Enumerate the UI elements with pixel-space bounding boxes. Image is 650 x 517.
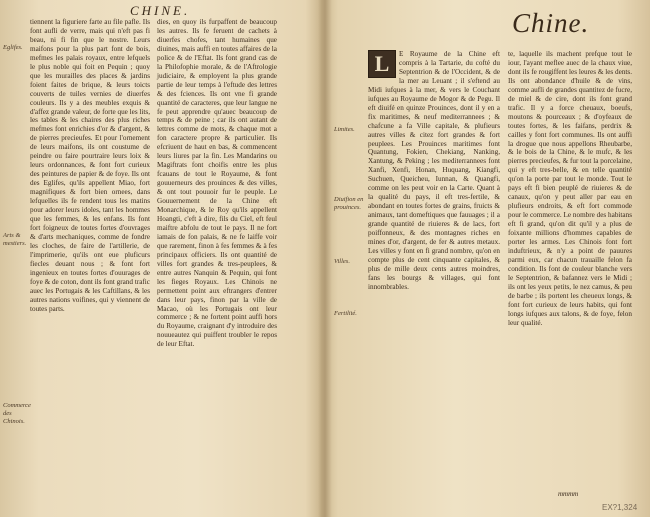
right-column-1 (368, 50, 500, 292)
left-page (0, 0, 322, 517)
right-column-2 (508, 50, 632, 328)
right-margin-note-2: Diuifion en prouinces. (334, 196, 364, 211)
right-margin-note-3: Villes. (334, 258, 350, 265)
right-column-1-text: E Royaume de la Chine eft compris à la Tartarie, du cofté du Septentrion & de l'Occident, & de la mer au Leuant ; il s'eftend au Midi iufques à la mer, & vers le Couchant iufques au Royaume de Mogor & de Pegu. Il eft diuifé en quinze Prouinces, dont il y en a fix maritimes, & neuf mediterrannees ; & chafcune a fa Ville capitale, & plufieurs autres villes & citez fort grandes & fort peuplees. Les Prouinces maritimes font Quantung, Fokien, Chekiang, Nanking, Xantung, & Peking ; les mediterrannees font Xanfi, Xenfi, Honan, Huquang, Kiangfi, Suchuen, Queicheu, Iunnan, & Quangfi, comme on les peut voir en la Carte. Quant à la qualité du pays, il eft tres-fertile, & abondant en toutes fortes de grains, fruicts & animaux, tant domeftiques que fauuages ; il a grande quantité de riuieres & de lacs, fort poiffonneux, & des montagnes riches en mines d'or, d'argent, de fer & autres metaux. Les villes y font en fi grand nombre, qu'on en compte plus de cent cinquante capitales, & plus de mille deux cents autres moindres, fans les bourgs & villages, qui font innombrables. (368, 50, 500, 291)
right-margin-note-1: Limites. (334, 126, 355, 133)
right-column-2-text: te, laquelle ils machent prefque tout le iour, l'ayant meflee auec de la chaux viue, dont ils fe rougiffent les leures & les dents. Ils ont abondance d'huile & de vins, comme aufli de grandes quantitez de fucre, de miel & de cire, dont ils font grand trafic. Il y a force cheuaux, boeufs, moutons & pourceaux ; & d'oyfeaux de toutes fortes, & les faifans, perdrix & cailles y font fort communes. Ils ont auffi la drogue que nous appellons Rheubarbe, & le bois de la Chine, & le mufc, & les pierres precieufes, & fur tout la porcelaine, qui y eft tres-belle, & en telle quantité qu'on la porte par tout le monde. Tout le pays eft fi bien peuplé de riuieres & de canaux, qu'on y peut aller par eau en plufieurs endroits, & eft fort commode pour le commerce. Le nombre des habitans eft fi grand, qu'on dit qu'il y a plus de foixante millions d'hommes capables de porter les armes. Les Chinois font fort induftrieux, & n'y a point de pauures parmi eux, car chacun trauaille felon fa condition. Ils font de couleur blanche vers le Septentrion, & bafannez vers le Midi ; ils ont les yeux petits, le nez camus, & peu de barbe ; ils portent les cheueux longs, & font fort curieux de leurs habits, qui font longs iufques aux talons, & de foye, felon leur qualité. (508, 50, 632, 327)
inventory-stamp: EX?1,324 (602, 503, 638, 512)
right-running-head: Chine. (512, 8, 590, 38)
left-column-2-text: dies, en quoy ils furpaffent de beaucoup les autres. Ils fe feruent de cachets à diuerfes chofes, tant humaines que diuines, mais auffi en toutes affaires de la police & de l'Eftat. Ils font grand cas de la Philofophie morale, & de l'Aftrologie judiciaire, & employent la plus grande partie de leur temps à l'eftude des lettres & des fciences. Ils ont vne fi grande quantité de caracteres, que leur langue ne fe peut apprendre qu'auec beaucoup de temps & de peine ; car ils ont autant de lettres comme de mots, & chaque mot a fon caractere propre & particulier. Ils efcriuent de haut en bas, & commencent leurs liures par la fin. Les Mandarins ou Magiftrats font choifis entre les plus fcauans de tout le Royaume, & font gouuerneurs des prouinces & des villes, & ont tout pouuoir fur le peuple. Le Gouuernement de la Chine eft Monarchique, & le Roy qu'ils appellent Hoangti, c'eft à dire, fils du Ciel, eft feul maiftre abfolu de tout le pays. Il ne fort iamais de fon palais, & ne fe laiffe voir que rarement, finon à fes femmes & à fes principaux officiers. Ils ont quantité de villes fort grandes & tres-peuplees, & entre autres Nanquin & Pequin, qui font les fieges Royaux. Les Chinois ne permettent point aux eftrangers d'entrer dans leur pays, finon par la ville de Macao, où les Portugais ont leur commerce ; & ne fortent point auffi hors du Royaume, craignant d'y introduire des nouueautez qui puiffent troubler le repos de leur Eftat. (157, 18, 277, 349)
left-running-head: CHINE. (130, 3, 191, 18)
right-page (328, 0, 650, 517)
left-margin-note-3: Commerce des Chinois. (3, 402, 31, 425)
left-column-1-text: tiennent la figuriere farte au file pafle. Ils font aufli de verre, mais qui n'eft pas fi beau, ni fi fin que le nostre. Leurs maifons pour la plus part font de bois, mefmes les palais royaux, entre lefquels le plus noble qui foit en Pequin ; quoy que les murailles des places & jardins foient faites de brique, & leurs toicts couverts de tuiles vernies de diuerfes couleurs. Ils y a des meubles exquis & d'affez grande valeur, de forte que les lits, les tables & les chaires des plus riches mefmes font enrichies d'or & d'argent, & de pierres precieufes. Et pour l'ornement de leurs maifons, ils ont coustume de peindre ou faire pourtraire leurs loix & leurs ordonnances, & font fort curieux des peintures de papier & de foye. Ils ont des Eglifes, qu'ils appellent Miao, fort magnifiques & fort bien ornees, dans lefquelles ils fe rendent tous les matins pour adorer leurs idoles, tant les hommes que les femmes, & les enfans. Ils font fort foigneux de toutes fortes d'ouvrages & d'arts mechaniques, comme de fondre les cloches, de faire de l'artillerie, de l'imprimerie, qu'ils ont eue pluficurs fiecles deuant nous ; & font fort ingenieux en toutes fortes d'ouurages de foye & de coton, dont ils font grand trafic auec les Portugais & les Caftillans, & les autres nations voifines, qui y viennent de toutes parts. (30, 18, 151, 313)
decorated-initial: L (368, 50, 396, 78)
right-margin-note-4: Fertilité. (334, 310, 357, 317)
left-column-2 (157, 18, 277, 349)
left-margin-note-2: Arts & mestiers. (3, 232, 27, 247)
left-column-1 (30, 18, 150, 313)
left-margin-note-1: Eglifes. (3, 44, 23, 51)
catchword: mmmm (558, 490, 579, 498)
